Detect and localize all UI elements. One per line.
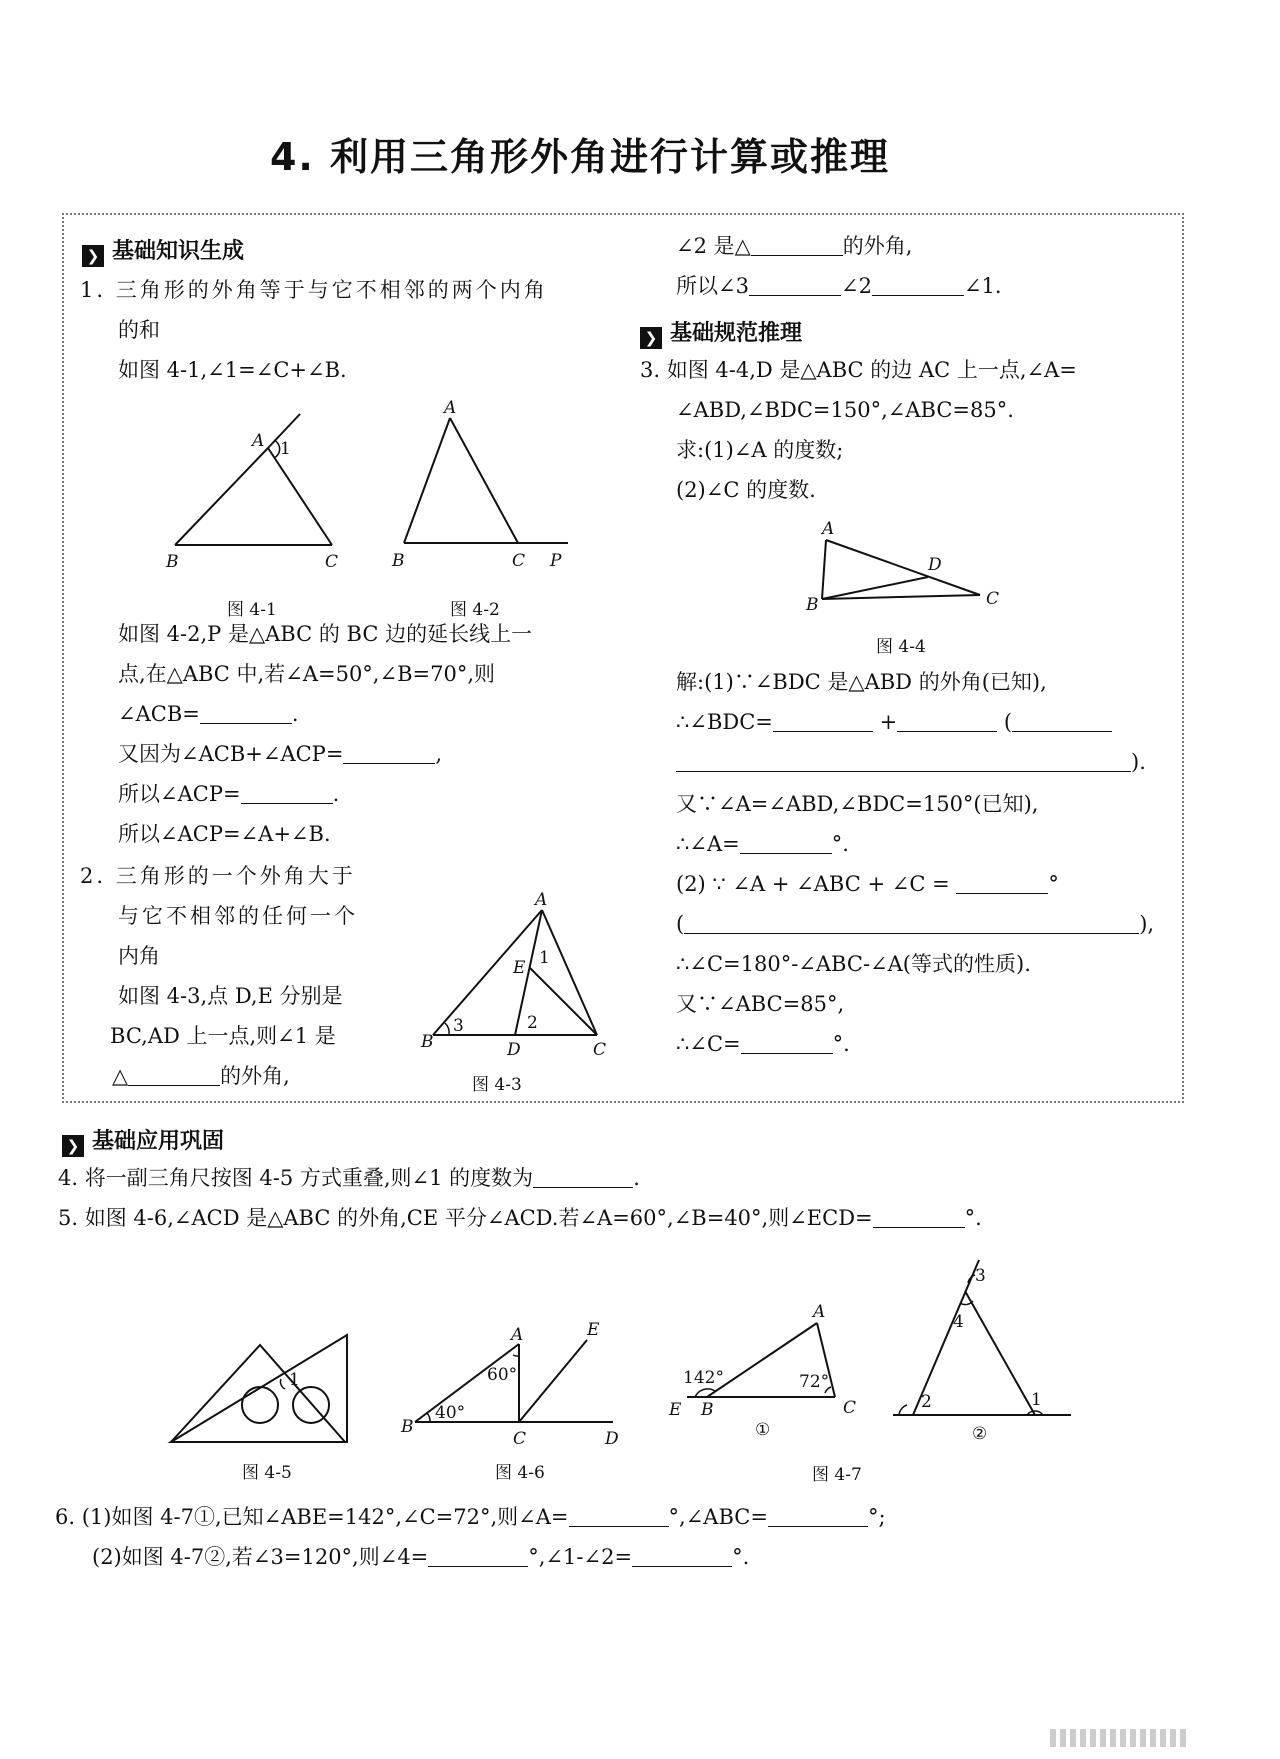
figure-4-6 bbox=[395, 1310, 635, 1450]
answer-blank[interactable] bbox=[956, 875, 1048, 894]
arrow-icon: ❯ bbox=[82, 245, 104, 267]
answer-blank[interactable] bbox=[128, 1067, 220, 1086]
s-line3: ). bbox=[676, 750, 1146, 775]
answer-blank[interactable] bbox=[533, 1169, 633, 1188]
p1-line2: 的和 bbox=[118, 318, 160, 342]
s-line8: ∴∠C=180°-∠ABC-∠A(等式的性质). bbox=[676, 952, 1031, 976]
answer-blank[interactable] bbox=[241, 785, 333, 804]
label-a: A bbox=[535, 890, 548, 910]
q6-line2: (2)如图 4-7②,若∠3=120°,则∠4= °,∠1-∠2= °. bbox=[92, 1545, 750, 1569]
label-3: 3 bbox=[975, 1266, 986, 1286]
p2-line5: BC,AD 上一点,则∠1 是 bbox=[110, 1024, 336, 1048]
p1-line1: 1. 三角形的外角等于与它不相邻的两个内角 bbox=[80, 278, 548, 302]
s-line7: ( ), bbox=[676, 912, 1155, 936]
answer-blank[interactable] bbox=[872, 277, 964, 296]
section-basic-reasoning: ❯ 基础规范推理 bbox=[640, 316, 802, 349]
label-2: 2 bbox=[921, 1392, 932, 1412]
label-b: B bbox=[392, 551, 405, 571]
p2-line1: 2. 三角形的一个外角大于 bbox=[80, 864, 356, 888]
label-60: 60° bbox=[487, 1365, 518, 1385]
answer-blank[interactable] bbox=[897, 713, 997, 732]
q5-line: 5. 如图 4-6,∠ACD 是△ABC 的外角,CE 平分∠ACD.若∠A=60°,∠B=40°,则∠ECD= °. bbox=[58, 1206, 982, 1230]
label-c: C bbox=[325, 552, 339, 572]
r-line2: 所以∠3 ∠2 ∠1. bbox=[676, 274, 1002, 298]
answer-blank[interactable] bbox=[749, 277, 841, 296]
s-line6: (2) ∵ ∠A + ∠ABC + ∠C = ° bbox=[676, 872, 1059, 896]
answer-blank[interactable] bbox=[343, 745, 435, 764]
figure-4-1 bbox=[160, 410, 360, 570]
s-line9: 又∵∠ABC=85°, bbox=[676, 992, 845, 1016]
label-b: B bbox=[166, 552, 179, 572]
p1-line8: 所以∠ACP= . bbox=[118, 782, 340, 806]
label-b: B bbox=[401, 1417, 414, 1437]
label-3: 3 bbox=[453, 1016, 464, 1036]
p1-line6: ∠ACB= . bbox=[118, 702, 299, 726]
caption-fig41: 图 4-1 bbox=[227, 600, 277, 620]
label-c: C bbox=[843, 1398, 857, 1418]
caption-fig43: 图 4-3 bbox=[472, 1075, 522, 1095]
p1-line7: 又因为∠ACB+∠ACP= , bbox=[118, 742, 443, 766]
label-b: B bbox=[421, 1032, 434, 1052]
label-1: 1 bbox=[280, 439, 291, 459]
answer-blank[interactable] bbox=[676, 753, 1131, 772]
answer-blank[interactable] bbox=[428, 1548, 528, 1567]
label-b: B bbox=[701, 1400, 714, 1420]
label-4: 4 bbox=[953, 1312, 964, 1332]
label-1: 1 bbox=[289, 1370, 300, 1390]
label-2: 2 bbox=[527, 1013, 538, 1033]
answer-blank[interactable] bbox=[684, 915, 1139, 934]
arrow-icon: ❯ bbox=[62, 1135, 84, 1157]
figure-4-7-2 bbox=[875, 1255, 1075, 1445]
label-a: A bbox=[822, 519, 835, 539]
answer-blank[interactable] bbox=[569, 1508, 669, 1527]
p2-line3: 内角 bbox=[118, 944, 160, 968]
caption-fig44: 图 4-4 bbox=[876, 637, 926, 657]
q6-line1: 6. (1)如图 4-7①,已知∠ABE=142°,∠C=72°,则∠A= °,∠ABC= °; bbox=[55, 1505, 886, 1529]
figure-4-3 bbox=[415, 890, 615, 1060]
label-142: 142° bbox=[683, 1368, 724, 1388]
section-basic-application: ❯ 基础应用巩固 bbox=[62, 1124, 224, 1157]
label-e: E bbox=[669, 1400, 682, 1420]
figure-4-2 bbox=[390, 400, 580, 570]
label-72: 72° bbox=[799, 1372, 830, 1392]
page-edge-marks bbox=[1050, 1728, 1190, 1752]
label-c: C bbox=[513, 1429, 527, 1449]
label-d: D bbox=[507, 1040, 521, 1060]
figure-4-7-1 bbox=[665, 1295, 875, 1440]
label-40: 40° bbox=[435, 1403, 466, 1423]
p3-line2: ∠ABD,∠BDC=150°,∠ABC=85°. bbox=[676, 398, 1014, 422]
label-c: C bbox=[986, 589, 1000, 609]
label-a: A bbox=[813, 1302, 826, 1322]
label-1: 1 bbox=[1031, 1390, 1042, 1410]
label-circ2: ② bbox=[972, 1424, 988, 1444]
label-a: A bbox=[511, 1325, 524, 1345]
answer-blank[interactable] bbox=[751, 237, 843, 256]
answer-blank[interactable] bbox=[741, 1035, 833, 1054]
section-basic-knowledge: ❯ 基础知识生成 bbox=[82, 234, 244, 267]
page-title: 4. 利用三角形外角进行计算或推理 bbox=[269, 135, 891, 179]
label-a: A bbox=[252, 431, 265, 451]
p2-line2: 与它不相邻的任何一个 bbox=[118, 904, 358, 928]
p3-line3: 求:(1)∠A 的度数; bbox=[676, 438, 844, 462]
caption-fig47: 图 4-7 bbox=[812, 1465, 862, 1485]
answer-blank[interactable] bbox=[740, 835, 832, 854]
label-a: A bbox=[444, 398, 457, 418]
p1-line5: 点,在△ABC 中,若∠A=50°,∠B=70°,则 bbox=[118, 662, 496, 686]
s-line2: ∴∠BDC= + ( bbox=[676, 710, 1112, 735]
label-circ1: ① bbox=[755, 1420, 771, 1440]
arrow-icon: ❯ bbox=[640, 327, 662, 349]
s-line4: 又∵∠A=∠ABD,∠BDC=150°(已知), bbox=[676, 792, 1039, 816]
figure-4-4 bbox=[800, 520, 1010, 615]
p1-line3: 如图 4-1,∠1=∠C+∠B. bbox=[118, 358, 347, 382]
r-line1: ∠2 是△ 的外角, bbox=[676, 234, 913, 258]
answer-blank[interactable] bbox=[773, 713, 873, 732]
answer-blank[interactable] bbox=[632, 1548, 732, 1567]
label-1: 1 bbox=[539, 948, 550, 968]
label-e: E bbox=[513, 958, 526, 978]
p3-line4: (2)∠C 的度数. bbox=[676, 478, 816, 502]
label-d: D bbox=[605, 1429, 619, 1449]
label-c: C bbox=[593, 1040, 607, 1060]
caption-fig42: 图 4-2 bbox=[450, 600, 500, 620]
p2-line6: △ 的外角, bbox=[112, 1064, 290, 1088]
p1-line4: 如图 4-2,P 是△ABC 的 BC 边的延长线上一 bbox=[118, 622, 533, 646]
p1-line9: 所以∠ACP=∠A+∠B. bbox=[118, 822, 331, 846]
caption-fig45: 图 4-5 bbox=[242, 1463, 292, 1483]
p2-line4: 如图 4-3,点 D,E 分别是 bbox=[118, 984, 343, 1008]
p3-line1: 3. 如图 4-4,D 是△ABC 的边 AC 上一点,∠A= bbox=[640, 358, 1077, 382]
answer-blank[interactable] bbox=[873, 1209, 965, 1228]
answer-blank[interactable] bbox=[200, 705, 292, 724]
s-line1: 解:(1)∵∠BDC 是△ABD 的外角(已知), bbox=[676, 670, 1047, 694]
label-d: D bbox=[928, 555, 942, 575]
answer-blank[interactable] bbox=[1012, 713, 1112, 732]
s-line5: ∴∠A= °. bbox=[676, 832, 849, 856]
figure-4-5 bbox=[165, 1325, 365, 1450]
label-e: E bbox=[587, 1320, 600, 1340]
label-p: P bbox=[550, 551, 562, 571]
answer-blank[interactable] bbox=[768, 1508, 868, 1527]
label-c: C bbox=[512, 551, 526, 571]
s-line10: ∴∠C= °. bbox=[676, 1032, 850, 1056]
label-b: B bbox=[806, 595, 819, 615]
q4-line: 4. 将一副三角尺按图 4-5 方式重叠,则∠1 的度数为 . bbox=[58, 1166, 640, 1190]
caption-fig46: 图 4-6 bbox=[495, 1463, 545, 1483]
